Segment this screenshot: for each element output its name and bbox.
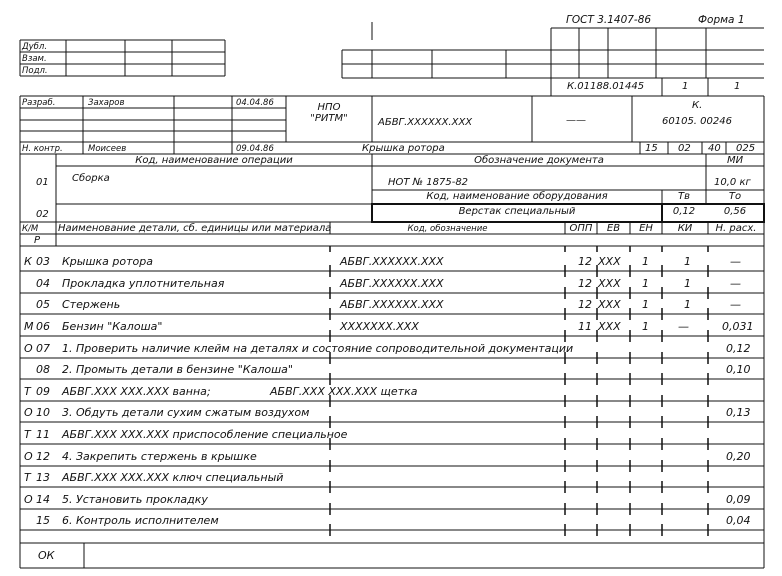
- operation-01-number: 01: [36, 177, 49, 188]
- row-03-en: 1: [642, 255, 649, 268]
- org-line1: НПО: [317, 102, 341, 113]
- row-13-number: 13: [36, 471, 50, 484]
- row-09-name: АБВГ.XXX XXX.XXX ванна;: [62, 385, 211, 398]
- row-11-prefix: Т: [24, 428, 31, 441]
- th-code: Код, обозначение: [407, 224, 488, 234]
- row-14-name: 5. Установить прокладку: [62, 493, 208, 506]
- row-12-name: 4. Закрепить стержень в крышке: [62, 450, 257, 463]
- vzam-label: Взам.: [22, 54, 47, 64]
- forma-label: Форма 1: [698, 14, 745, 26]
- row-03-code: АБВГ.XXXXXX.XXX: [340, 255, 444, 268]
- code-right-line2: 60105. 00246: [662, 116, 732, 127]
- row-13-prefix: Т: [24, 471, 31, 484]
- row-04-name: Прокладка уплотнительная: [62, 277, 225, 290]
- razrab-name: Захаров: [88, 98, 125, 108]
- row-06-code: XXXXXXX.XXX: [340, 320, 419, 333]
- row-12-number: 12: [36, 450, 50, 463]
- row-07-number: 07: [36, 342, 50, 355]
- product-code-3: 40: [708, 143, 721, 154]
- row-04-ev: XXX: [598, 277, 621, 290]
- row-10-name: 3. Обдуть детали сухим сжатым воздухом: [62, 406, 310, 419]
- sheet-number: 1: [682, 81, 689, 92]
- p-label: Р: [34, 235, 41, 246]
- row-05-ki: 1: [684, 298, 691, 311]
- th-opp: ОПП: [569, 223, 593, 234]
- row-15-name: 6. Контроль исполнителем: [62, 514, 219, 527]
- row-05-ev: XXX: [598, 298, 621, 311]
- row-03-opp: 12: [578, 255, 592, 268]
- th-km: К/М: [22, 224, 39, 234]
- row-09-code: АБВГ.XXX XXX.XXX щетка: [270, 385, 418, 398]
- row-05-en: 1: [642, 298, 649, 311]
- operation-01-doc: НОТ № 1875-82: [388, 177, 469, 188]
- row-06-norm: 0,031: [722, 320, 754, 333]
- tv-value: 0,12: [672, 206, 696, 217]
- row-03-ki: 1: [684, 255, 691, 268]
- th-en: ЕН: [639, 223, 653, 234]
- col-operation-header: Код, наименование операции: [135, 155, 293, 166]
- razrab-label: Разраб.: [22, 98, 56, 108]
- to-value: 0,56: [723, 206, 747, 217]
- th-name: Наименование детали, сб. единицы или материала: [58, 223, 332, 234]
- row-15-norm: 0,04: [726, 514, 751, 527]
- product-code-2: 02: [678, 143, 691, 154]
- col-mi-header: МИ: [726, 155, 744, 166]
- nkontr-name: Моисеев: [88, 144, 127, 154]
- row-04-ki: 1: [684, 277, 691, 290]
- org-line2: "РИТМ": [310, 113, 348, 124]
- dubl-label: Дубл.: [22, 42, 48, 52]
- row-03-norm: —: [730, 255, 741, 268]
- row-07-name: 1. Проверить наличие клейм на деталях и состояние сопроводительной документации: [62, 342, 574, 355]
- row-05-code: АБВГ.XXXXXX.XXX: [340, 298, 444, 311]
- row-12-norm: 0,20: [726, 450, 751, 463]
- row-06-name: Бензин "Калоша": [62, 320, 163, 333]
- row-10-number: 10: [36, 406, 50, 419]
- nkontr-date: 09.04.86: [236, 144, 274, 154]
- ok-label: ОК: [38, 549, 55, 562]
- row-15-number: 15: [36, 514, 50, 527]
- row-05-opp: 12: [578, 298, 592, 311]
- col-document-header: Обозначение документа: [474, 155, 604, 166]
- row-14-norm: 0,09: [726, 493, 751, 506]
- row-07-prefix: О: [24, 342, 33, 355]
- row-03-ev: XXX: [598, 255, 621, 268]
- row-08-norm: 0,10: [726, 363, 751, 376]
- doc-code: К.01188.01445: [567, 81, 645, 92]
- row-04-norm: —: [730, 277, 741, 290]
- product-name: Крышка ротора: [362, 143, 445, 154]
- code-right-line1: К.: [692, 100, 703, 111]
- row-05-name: Стержень: [62, 298, 121, 311]
- equipment-header: Код, наименование оборудования: [426, 191, 608, 202]
- row-10-prefix: О: [24, 406, 33, 419]
- row-06-number: 06: [36, 320, 50, 333]
- row-07-norm: 0,12: [726, 342, 751, 355]
- row-14-prefix: О: [24, 493, 33, 506]
- nkontr-label: Н. контр.: [22, 144, 63, 154]
- row-06-opp: 11: [578, 320, 592, 333]
- row-03-number: 03: [36, 255, 50, 268]
- row-13-name: АБВГ.XXX XXX.XXX ключ специальный: [62, 471, 284, 484]
- to-header: То: [728, 191, 742, 202]
- operation-01-name: Сборка: [72, 173, 110, 184]
- row-03-prefix: К: [24, 255, 32, 268]
- product-code-1: 15: [645, 143, 658, 154]
- row-03-name: Крышка ротора: [62, 255, 153, 268]
- row-10-norm: 0,13: [726, 406, 751, 419]
- th-ev: ЕВ: [606, 223, 621, 234]
- row-04-opp: 12: [578, 277, 592, 290]
- razrab-date: 04.04.86: [236, 98, 274, 108]
- sheet-total: 1: [734, 81, 741, 92]
- row-11-number: 11: [36, 428, 50, 441]
- gost-label: ГОСТ 3.1407-86: [566, 14, 652, 26]
- row-08-name: 2. Промыть детали в бензине "Калоша": [62, 363, 293, 376]
- tv-header: Тв: [677, 191, 690, 202]
- designation: АБВГ.XXXXXX.XXX: [378, 117, 473, 128]
- row-09-prefix: Т: [24, 385, 31, 398]
- row-06-ki: —: [678, 320, 689, 333]
- operation-02-number: 02: [36, 209, 49, 220]
- row-06-prefix: М: [24, 320, 34, 333]
- row-05-norm: —: [730, 298, 741, 311]
- row-06-ev: XXX: [598, 320, 621, 333]
- row-14-number: 14: [36, 493, 50, 506]
- row-04-number: 04: [36, 277, 50, 290]
- row-12-prefix: О: [24, 450, 33, 463]
- row-09-number: 09: [36, 385, 50, 398]
- product-code-4: 025: [736, 143, 756, 154]
- row-05-number: 05: [36, 298, 50, 311]
- podl-label: Подл.: [22, 66, 48, 76]
- row-08-number: 08: [36, 363, 50, 376]
- equipment-name: Верстак специальный: [458, 206, 576, 217]
- row-06-en: 1: [642, 320, 649, 333]
- th-nrash: Н. расх.: [715, 223, 757, 234]
- designation-dash: ——: [566, 115, 586, 126]
- row-11-name: АБВГ.XXX XXX.XXX приспособление специальное: [62, 428, 348, 441]
- operation-01-mi: 10,0 кг: [714, 177, 751, 188]
- th-ki: КИ: [677, 223, 693, 234]
- row-04-code: АБВГ.XXXXXX.XXX: [340, 277, 444, 290]
- row-04-en: 1: [642, 277, 649, 290]
